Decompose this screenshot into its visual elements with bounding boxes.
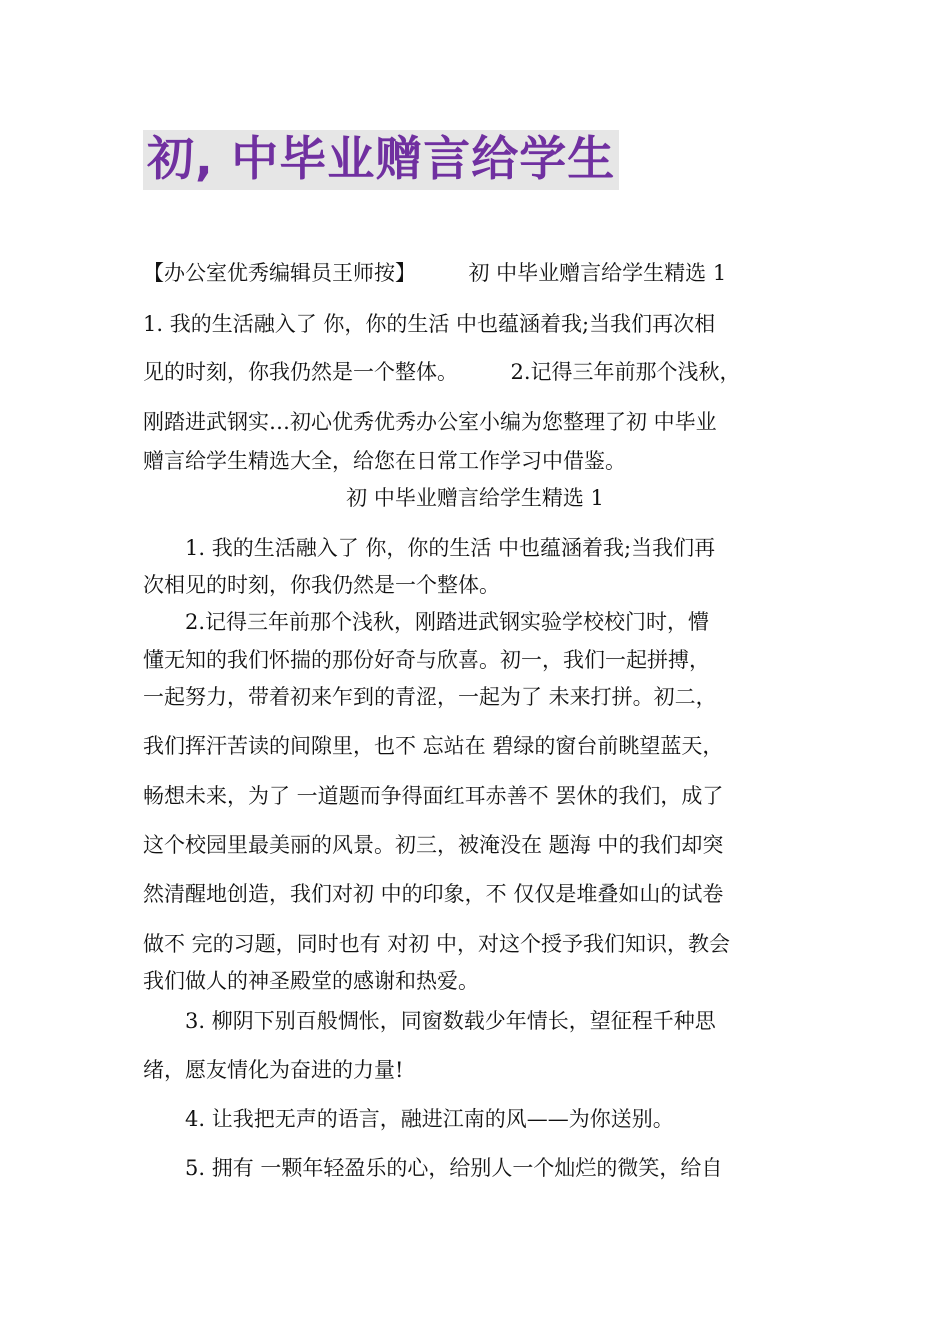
- intro-line: 赠言给学生精选大全，给您在日常工作学习中借鉴。: [143, 449, 626, 473]
- body-line: 懂无知的我们怀揣的那份好奇与欣喜。初一，我们一起拼搏，: [143, 648, 710, 672]
- page-title: 初, 中毕业赠言给学生: [143, 130, 619, 190]
- body-line: 1. 我的生活融入了 你，你的生活 中也蕴涵着我;当我们再: [143, 536, 716, 560]
- body-line: 这个校园里最美丽的风景。初三，被淹没在 题海 中的我们却突: [143, 833, 724, 857]
- intro-line: 刚踏进武钢实…初心优秀优秀办公室小编为您整理了初 中毕业: [143, 410, 717, 434]
- section-heading: 初 中毕业赠言给学生精选 1: [346, 486, 604, 510]
- body-line: 然清醒地创造，我们对初 中的印象，不 仅仅是堆叠如山的试卷: [143, 882, 724, 906]
- intro-line: 【办公室优秀编辑员王师按】 初 中毕业赠言给学生精选 1: [143, 261, 727, 285]
- intro-line: 1. 我的生活融入了 你，你的生活 中也蕴涵着我;当我们再次相: [143, 312, 716, 336]
- body-line: 绪，愿友情化为奋进的力量!: [143, 1058, 404, 1082]
- body-line: 畅想未来，为了 一道题而争得面红耳赤善不 罢休的我们，成了: [143, 784, 724, 808]
- body-line: 我们挥汗苦读的间隙里，也不 忘站在 碧绿的窗台前眺望蓝天，: [143, 734, 724, 758]
- body-line: 一起努力，带着初来乍到的青涩，一起为了 未来打拼。初二，: [143, 685, 717, 709]
- body-line: 3. 柳阴下别百般惆怅，同窗数载少年情长，望征程千种思: [143, 1009, 716, 1033]
- body-line: 4. 让我把无声的语言，融进江南的风——为你送别。: [143, 1107, 674, 1131]
- body-line: 次相见的时刻，你我仍然是一个整体。: [143, 573, 500, 597]
- body-line: 我们做人的神圣殿堂的感谢和热爱。: [143, 969, 479, 993]
- body-line: 做不 完的习题，同时也有 对初 中，对这个授予我们知识，教会: [143, 932, 731, 956]
- body-line: 5. 拥有 一颗年轻盈乐的心，给别人一个灿烂的微笑，给自: [143, 1156, 723, 1180]
- intro-line: 见的时刻，你我仍然是一个整体。 2.记得三年前那个浅秋，: [143, 360, 741, 384]
- body-line: 2.记得三年前那个浅秋，刚踏进武钢实验学校校门时，懵: [143, 610, 710, 634]
